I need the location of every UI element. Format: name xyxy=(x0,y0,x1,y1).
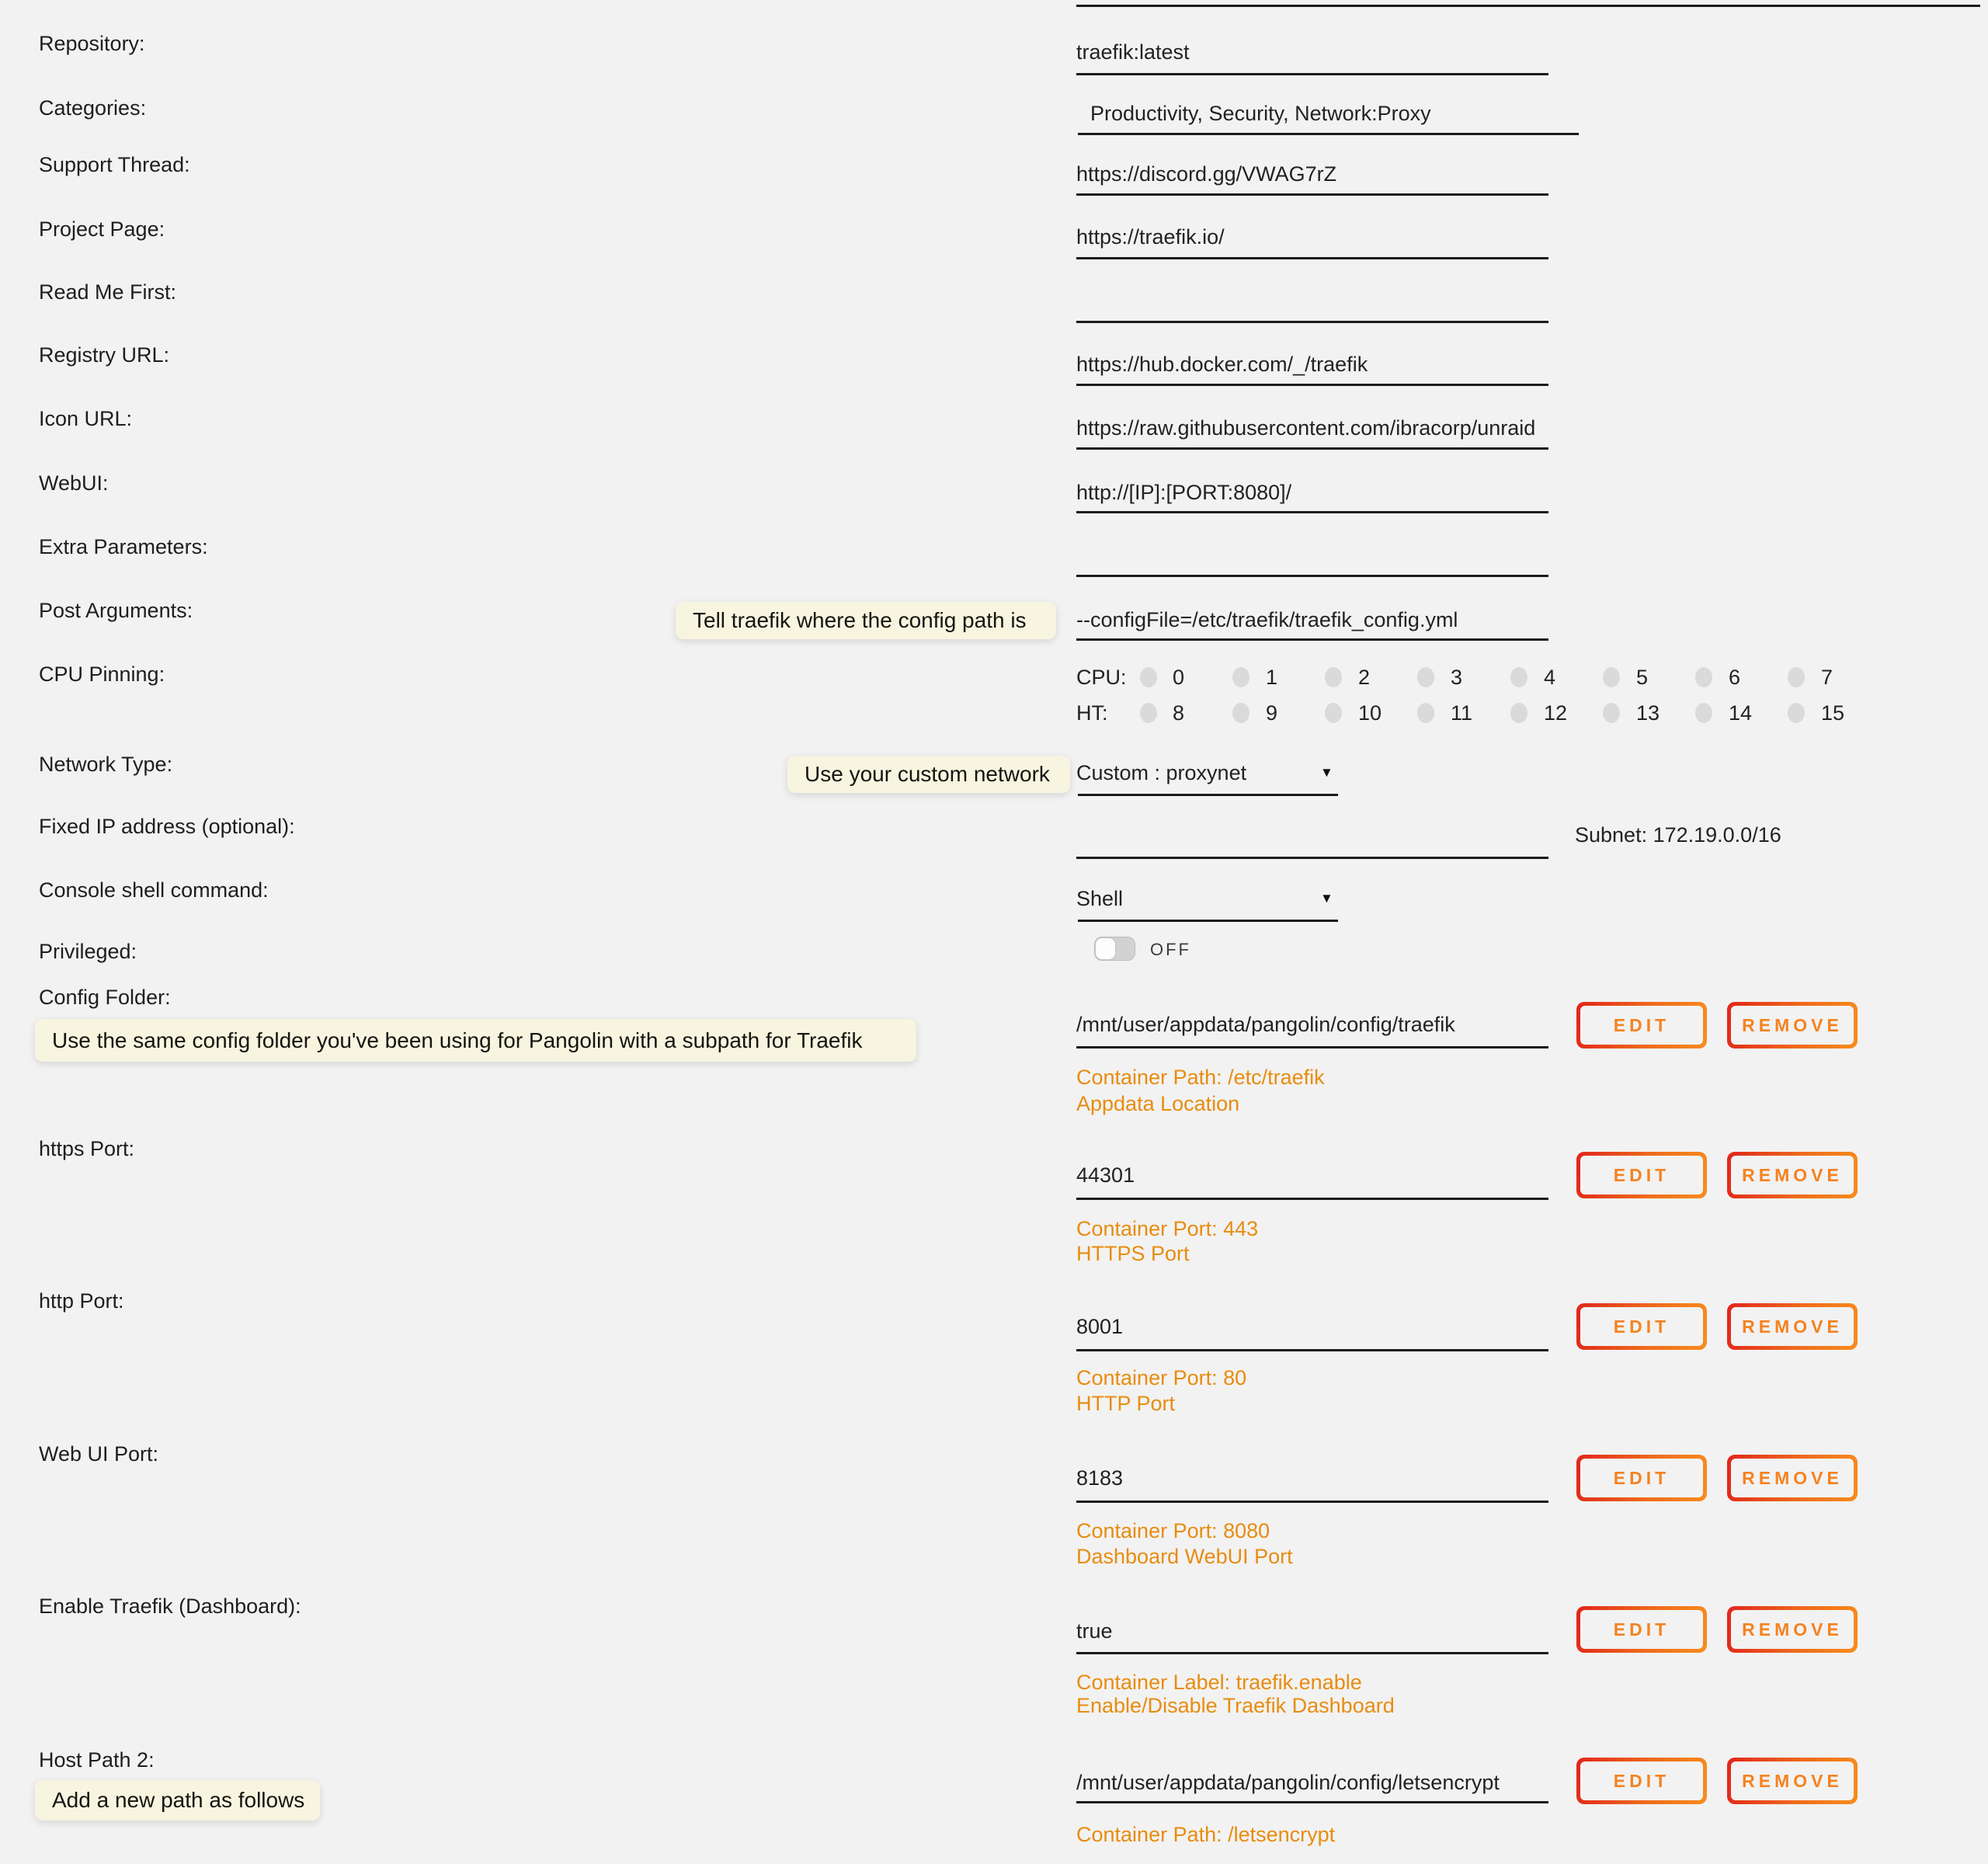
field-label-project-page: Project Page: xyxy=(39,217,165,241)
ht-10-checkbox[interactable] xyxy=(1325,703,1342,723)
cpu-4-label: 4 xyxy=(1544,666,1556,689)
fixed-ip-input[interactable] xyxy=(1076,821,1547,849)
field-label-host-path-2: Host Path 2: xyxy=(39,1748,155,1772)
field-description-note: HTTPS Port xyxy=(1076,1242,1190,1265)
field-underline xyxy=(1076,447,1548,450)
https-port-input[interactable]: 44301 xyxy=(1076,1163,1135,1187)
field-underline xyxy=(1076,384,1548,386)
webui-input[interactable]: http://[IP]:[PORT:8080]/ xyxy=(1076,481,1292,504)
ht-9-checkbox[interactable] xyxy=(1232,703,1249,723)
tooltip-network-type xyxy=(787,756,1070,793)
cpu-5-label: 5 xyxy=(1636,666,1649,689)
remove-button-webui-port[interactable]: REMOVE xyxy=(1727,1455,1858,1501)
ht-13-checkbox[interactable] xyxy=(1603,703,1620,723)
webui-port-input[interactable]: 8183 xyxy=(1076,1466,1124,1490)
support-thread-input[interactable]: https://discord.gg/VWAG7rZ xyxy=(1076,162,1337,186)
field-label-categories: Categories: xyxy=(39,96,147,120)
field-label-config-folder: Config Folder: xyxy=(39,986,171,1009)
remove-button-config-folder[interactable]: REMOVE xyxy=(1727,1002,1858,1048)
field-label-enable-dashboard: Enable Traefik (Dashboard): xyxy=(39,1594,301,1618)
field-label-support-thread: Support Thread: xyxy=(39,153,190,176)
http-port-input[interactable]: 8001 xyxy=(1076,1315,1124,1338)
chevron-down-icon[interactable]: ▼ xyxy=(1320,891,1333,906)
ht-14-label: 14 xyxy=(1729,701,1753,725)
container-path-note: Container Path: /etc/traefik xyxy=(1076,1066,1325,1089)
ht-8-label: 8 xyxy=(1173,701,1185,725)
field-description-note: Enable/Disable Traefik Dashboard xyxy=(1076,1694,1395,1717)
icon-url-input[interactable]: https://raw.githubusercontent.com/ibracorp/unraid xyxy=(1076,416,1536,440)
privileged-state-label: OFF xyxy=(1150,940,1191,959)
field-underline xyxy=(1078,794,1338,796)
console-shell-select[interactable]: Shell xyxy=(1076,887,1124,910)
cpu-2-label: 2 xyxy=(1358,666,1371,689)
field-label-https-port: https Port: xyxy=(39,1137,135,1160)
field-label-icon-url: Icon URL: xyxy=(39,407,133,430)
field-label-repository: Repository: xyxy=(39,32,145,55)
field-underline xyxy=(1076,1046,1548,1048)
field-label-privileged: Privileged: xyxy=(39,940,137,963)
cpu-6-label: 6 xyxy=(1729,666,1741,689)
tooltip-text: Use the same config folder you've been using for Pangolin with a subpath for Traefik xyxy=(52,1028,863,1052)
field-label-network-type: Network Type: xyxy=(39,753,173,776)
toggle-knob xyxy=(1095,937,1116,960)
field-underline xyxy=(1076,5,1980,7)
field-underline xyxy=(1076,257,1548,259)
field-underline xyxy=(1076,511,1548,513)
tooltip-text: Add a new path as follows xyxy=(52,1788,305,1812)
edit-button-config-folder[interactable]: EDIT xyxy=(1576,1002,1707,1048)
cpu-0-label: 0 xyxy=(1173,666,1185,689)
field-underline xyxy=(1076,1349,1548,1351)
tooltip-config-folder xyxy=(35,1019,916,1062)
container-port-note: Container Port: 80 xyxy=(1076,1366,1247,1389)
field-underline xyxy=(1078,920,1338,922)
ht-8-checkbox[interactable] xyxy=(1140,703,1157,723)
registry-url-input[interactable]: https://hub.docker.com/_/traefik xyxy=(1076,353,1368,376)
network-type-select[interactable]: Custom : proxynet xyxy=(1076,761,1247,784)
post-arguments-input[interactable]: --configFile=/etc/traefik/traefik_config.yml xyxy=(1076,608,1458,631)
edit-button-host-path-2[interactable]: EDIT xyxy=(1576,1758,1707,1804)
cpu-4-checkbox[interactable] xyxy=(1510,667,1527,687)
field-underline xyxy=(1076,193,1548,196)
cpu-row-label: CPU: xyxy=(1076,666,1127,689)
tooltip-post-arguments xyxy=(676,602,1056,639)
tooltip-text: Tell traefik where the config path is xyxy=(693,608,1027,632)
field-description-note: HTTP Port xyxy=(1076,1392,1176,1415)
field-label-webui: WebUI: xyxy=(39,471,109,495)
project-page-input[interactable]: https://traefik.io/ xyxy=(1076,225,1225,249)
ht-10-label: 10 xyxy=(1358,701,1382,725)
privileged-toggle[interactable] xyxy=(1094,937,1135,961)
field-description-note: Dashboard WebUI Port xyxy=(1076,1545,1293,1568)
ht-11-checkbox[interactable] xyxy=(1417,703,1434,723)
extra-parameters-input[interactable] xyxy=(1076,541,1547,569)
cpu-0-checkbox[interactable] xyxy=(1140,667,1157,687)
container-port-note: Container Port: 8080 xyxy=(1076,1519,1270,1542)
remove-button-enable-dashboard[interactable]: REMOVE xyxy=(1727,1606,1858,1653)
ht-9-label: 9 xyxy=(1266,701,1278,725)
cpu-7-label: 7 xyxy=(1821,666,1833,689)
remove-button-host-path-2[interactable]: REMOVE xyxy=(1727,1758,1858,1804)
tooltip-host-path-2 xyxy=(35,1780,320,1821)
field-label-extra-parameters: Extra Parameters: xyxy=(39,535,208,558)
cpu-2-checkbox[interactable] xyxy=(1325,667,1342,687)
host-path-2-input[interactable]: /mnt/user/appdata/pangolin/config/letsencrypt xyxy=(1076,1771,1500,1794)
remove-button-https-port[interactable]: REMOVE xyxy=(1727,1152,1858,1198)
remove-button-http-port[interactable]: REMOVE xyxy=(1727,1303,1858,1350)
container-label-note: Container Label: traefik.enable xyxy=(1076,1671,1362,1694)
field-underline xyxy=(1078,133,1579,135)
chevron-down-icon[interactable]: ▼ xyxy=(1320,765,1333,780)
cpu-7-checkbox[interactable] xyxy=(1788,667,1805,687)
field-underline xyxy=(1076,321,1548,323)
edit-button-enable-dashboard[interactable]: EDIT xyxy=(1576,1606,1707,1653)
ht-15-checkbox[interactable] xyxy=(1788,703,1805,723)
config-folder-input[interactable]: /mnt/user/appdata/pangolin/config/traefik xyxy=(1076,1013,1455,1036)
cpu-1-label: 1 xyxy=(1266,666,1278,689)
field-label-fixed-ip: Fixed IP address (optional): xyxy=(39,815,295,838)
cpu-6-checkbox[interactable] xyxy=(1695,667,1712,687)
edit-button-https-port[interactable]: EDIT xyxy=(1576,1152,1707,1198)
container-port-note: Container Port: 443 xyxy=(1076,1217,1259,1240)
field-label-console-shell: Console shell command: xyxy=(39,878,269,902)
field-underline xyxy=(1076,73,1548,75)
field-label-post-arguments: Post Arguments: xyxy=(39,599,193,622)
edit-button-webui-port[interactable]: EDIT xyxy=(1576,1455,1707,1501)
categories-input[interactable]: Productivity, Security, Network:Proxy xyxy=(1090,102,1431,125)
ht-15-label: 15 xyxy=(1821,701,1845,725)
enable-dashboard-input[interactable]: true xyxy=(1076,1619,1113,1643)
field-underline xyxy=(1076,857,1548,859)
field-underline xyxy=(1076,1501,1548,1503)
field-description-note: Appdata Location xyxy=(1076,1092,1240,1115)
field-underline xyxy=(1076,575,1548,577)
edit-button-http-port[interactable]: EDIT xyxy=(1576,1303,1707,1350)
field-label-webui-port: Web UI Port: xyxy=(39,1442,159,1466)
field-underline xyxy=(1076,1652,1548,1654)
container-path-note: Container Path: /letsencrypt xyxy=(1076,1823,1336,1846)
field-label-cpu-pinning: CPU Pinning: xyxy=(39,662,165,686)
field-underline xyxy=(1076,1801,1548,1803)
field-label-read-me-first: Read Me First: xyxy=(39,280,177,304)
repository-input[interactable]: traefik:latest xyxy=(1076,40,1190,64)
field-label-http-port: http Port: xyxy=(39,1289,124,1313)
ht-14-checkbox[interactable] xyxy=(1695,703,1712,723)
cpu-3-label: 3 xyxy=(1451,666,1463,689)
ht-13-label: 13 xyxy=(1636,701,1660,725)
read-me-first-input[interactable] xyxy=(1076,287,1547,315)
tooltip-text: Use your custom network xyxy=(805,762,1050,786)
cpu-5-checkbox[interactable] xyxy=(1603,667,1620,687)
field-underline xyxy=(1076,638,1548,641)
ht-12-label: 12 xyxy=(1544,701,1568,725)
cpu-3-checkbox[interactable] xyxy=(1417,667,1434,687)
field-label-registry-url: Registry URL: xyxy=(39,343,170,367)
subnet-info: Subnet: 172.19.0.0/16 xyxy=(1575,823,1781,847)
cpu-1-checkbox[interactable] xyxy=(1232,667,1249,687)
ht-12-checkbox[interactable] xyxy=(1510,703,1527,723)
ht-row-label: HT: xyxy=(1076,701,1108,725)
field-underline xyxy=(1076,1198,1548,1200)
ht-11-label: 11 xyxy=(1451,701,1473,725)
